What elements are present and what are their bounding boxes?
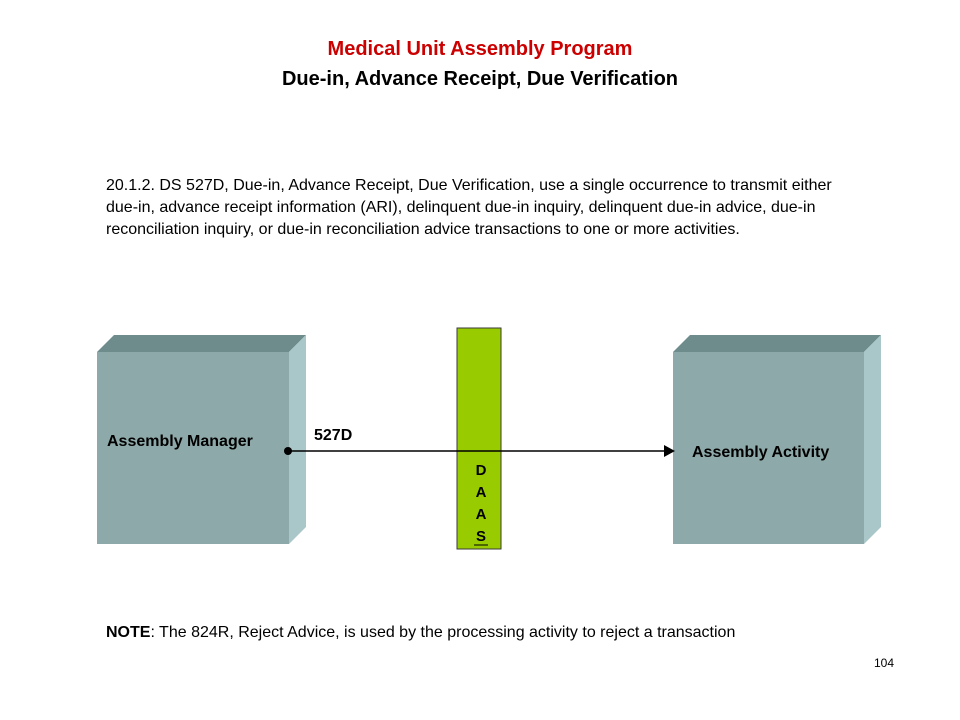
daas-letter-s: S [475,528,487,545]
note-label: NOTE [106,624,151,641]
assembly-activity-label: Assembly Activity [692,444,830,461]
assembly-manager-box-top [97,335,306,352]
flow-label-527d: 527D [314,427,353,444]
title-line-2: Due-in, Advance Receipt, Due Verification [281,68,679,90]
title-line-1: Medical Unit Assembly Program [327,38,633,60]
page-number: 104 [873,656,894,670]
assembly-manager-box [97,335,306,544]
assembly-activity-box-top [673,335,881,352]
daas-letter-a1: A [475,484,487,501]
note-body: : The 824R, Reject Advice, is used by the processing activity to reject a transaction [150,624,736,641]
note-text [106,624,906,642]
daas-letter-d: D [475,462,487,479]
assembly-manager-box-side [289,335,306,544]
assembly-activity-box [673,335,881,544]
assembly-activity-box-side [864,335,881,544]
assembly-manager-label: Assembly Manager [107,433,253,450]
daas-bar [457,328,501,549]
description-paragraph: 20.1.2. DS 527D, Due-in, Advance Receipt, Due Verification, use a single occurrence to transmit either due-in, advance receipt information (ARI), delinquent due-in inquiry, delinquent due-in advice, due-in reconciliation inquiry, or due-in reconciliation advice transactions to one or more activities. [106,177,832,238]
daas-letter-a2: A [475,506,487,523]
